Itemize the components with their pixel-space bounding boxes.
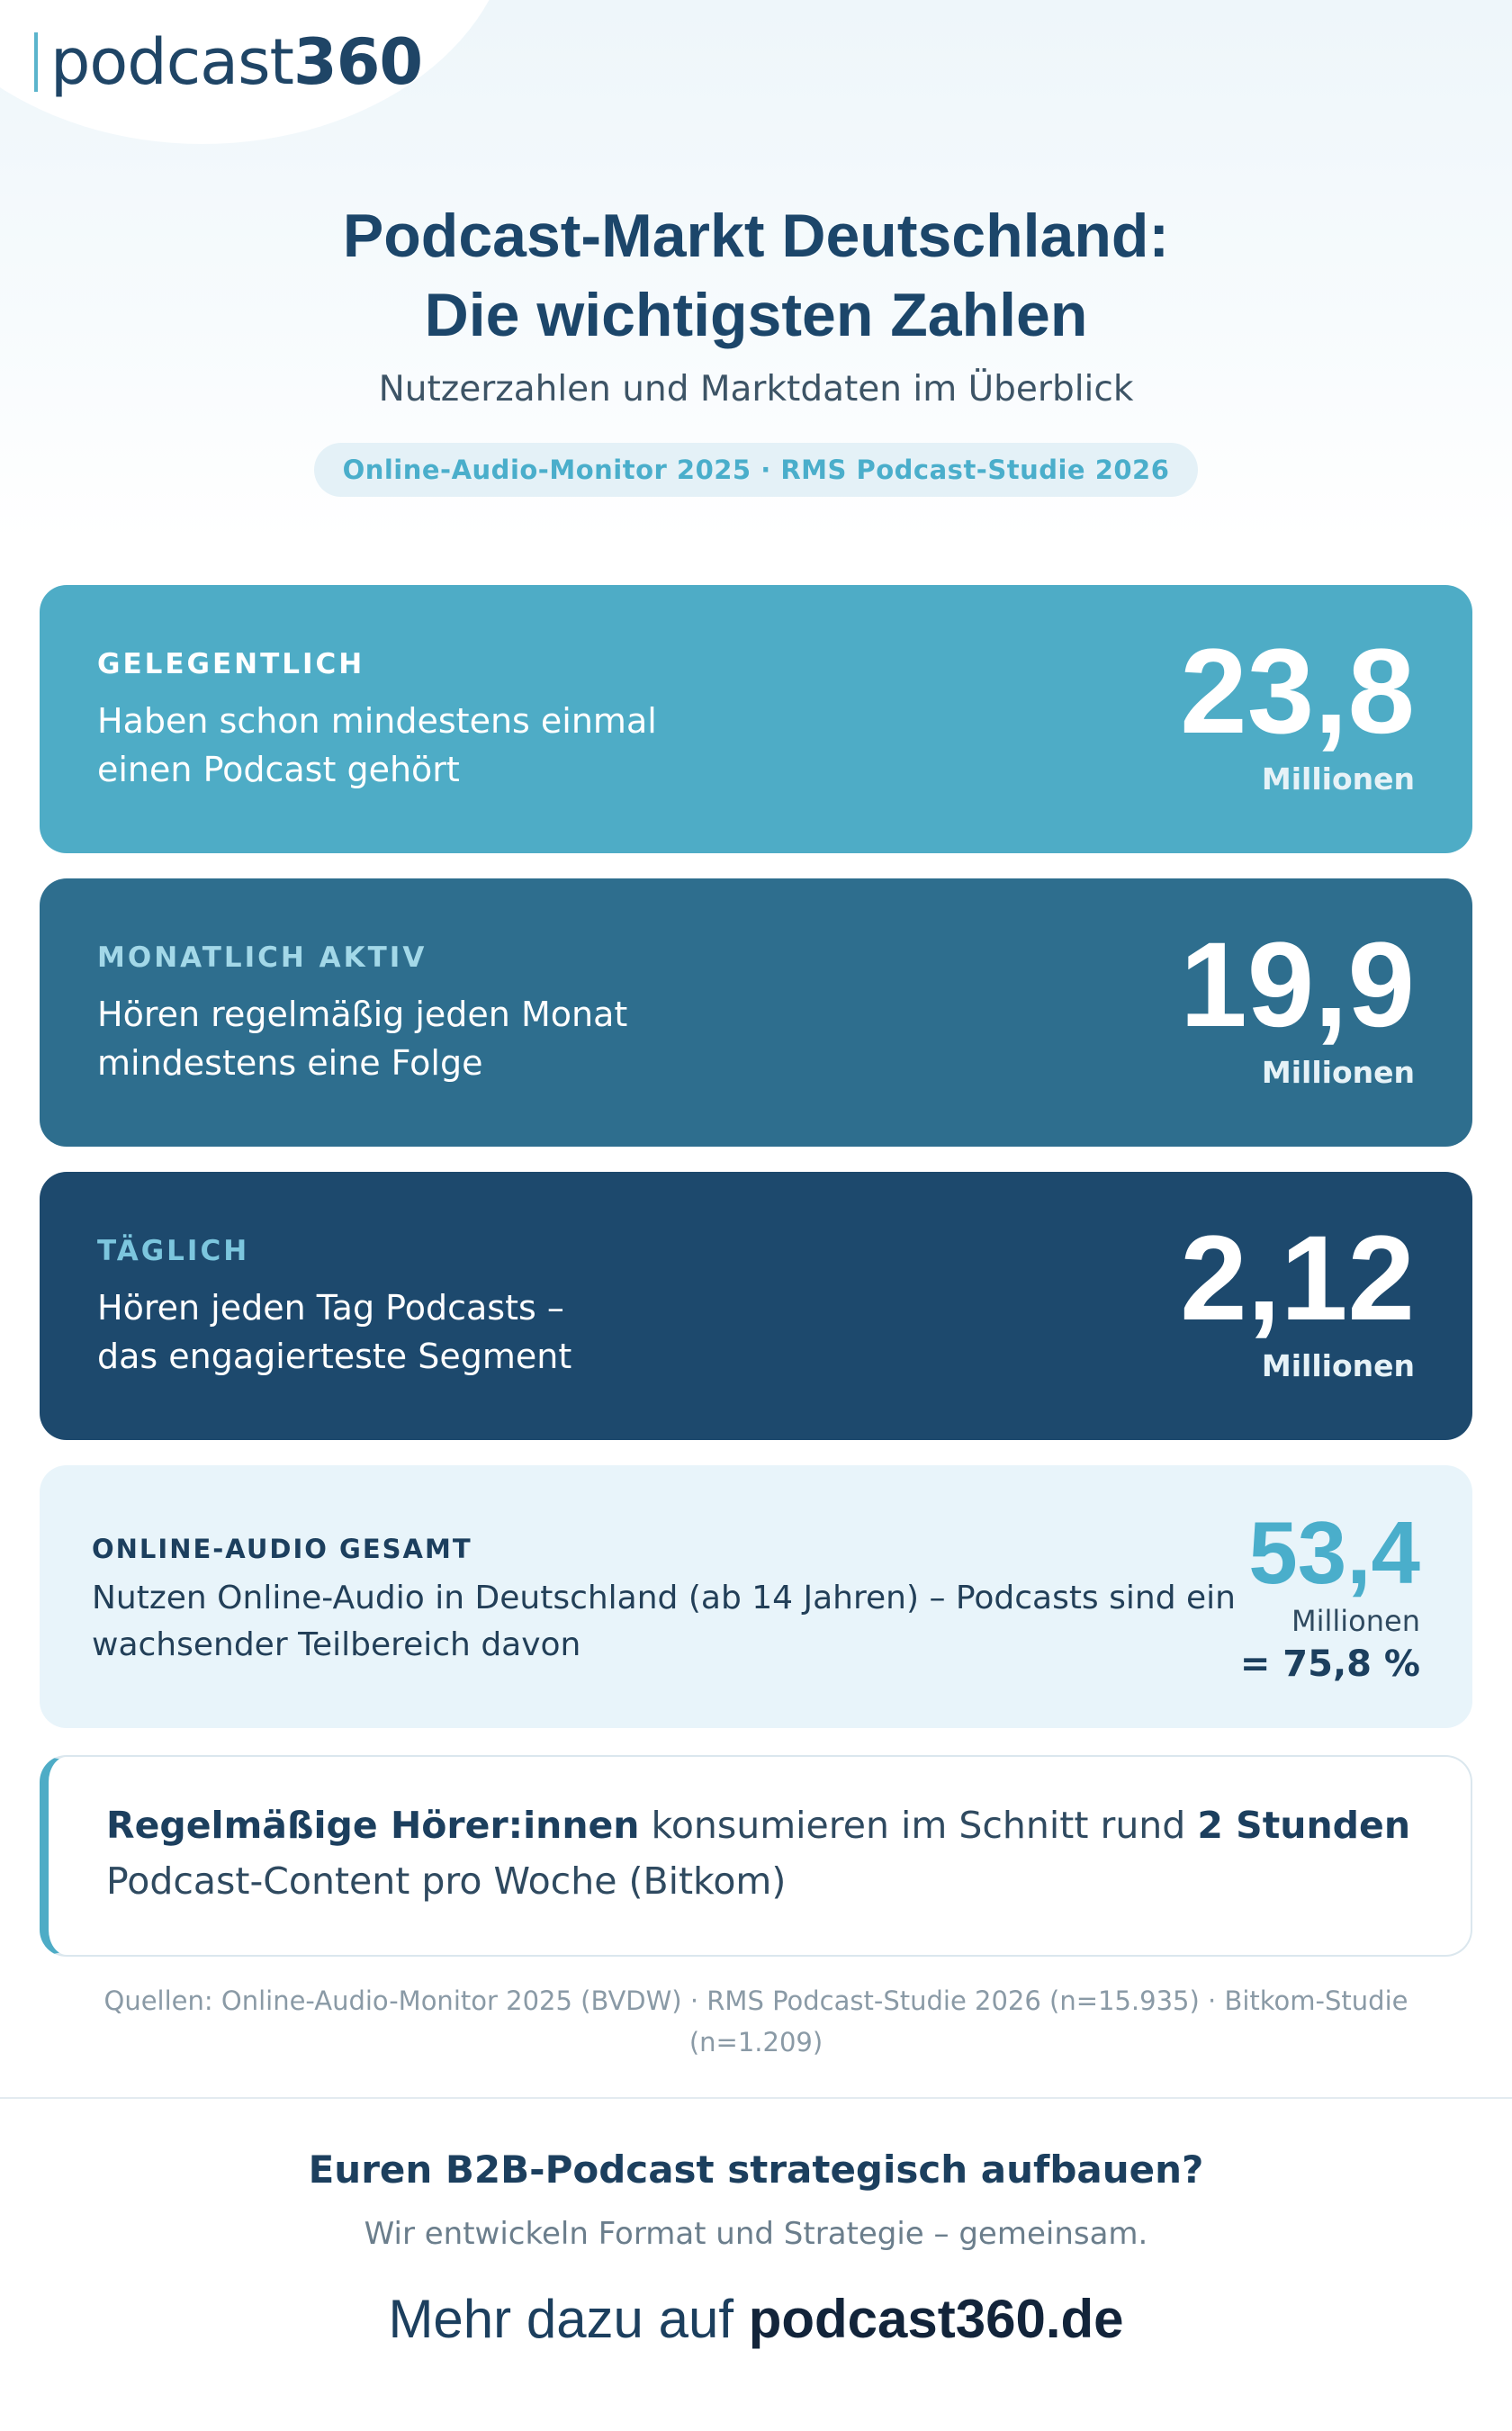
sources-line-2: (n=1.209) [688, 2027, 824, 2057]
cta-link-url[interactable]: podcast360.de [748, 2289, 1124, 2349]
stat-description [97, 1283, 781, 1381]
cta-title: Euren B2B-Podcast strategisch aufbauen? [308, 2147, 1204, 2192]
title-line-2: Die wichtigsten Zahlen [424, 281, 1088, 349]
stat-desc-line-2: wachsender Teilbereich davon [92, 1626, 581, 1663]
note-bold-listeners: Regelmäßige Hörer:innen [106, 1804, 640, 1847]
stat-value: 23,8 [1180, 625, 1415, 759]
stat-value: 2,12 [1180, 1211, 1415, 1346]
stat-unit: Millionen [1261, 1348, 1415, 1383]
note-line-1 [106, 1804, 1410, 1847]
listening-time-note [40, 1755, 1472, 1957]
logo-text: podcast [50, 25, 293, 99]
logo-number: 360 [293, 25, 423, 99]
stat-description [97, 990, 781, 1087]
stat-desc-line-2: das engagierteste Segment [97, 1337, 572, 1376]
stat-desc-line-1: Hören regelmäßig jeden Monat [97, 995, 628, 1034]
stat-value: 53,4 [1248, 1503, 1420, 1602]
cta-link[interactable] [0, 2288, 1512, 2350]
stat-card-taeglich [40, 1172, 1472, 1440]
stat-card-online-audio [40, 1465, 1472, 1728]
stat-label: GELEGENTLICH [97, 648, 365, 680]
stat-description [92, 1575, 1262, 1669]
logo-bar-icon [34, 32, 38, 92]
stat-card-monatlich [40, 878, 1472, 1147]
stat-percent: = 75,8 % [1239, 1643, 1420, 1685]
cta-link-prefix: Mehr dazu auf [388, 2289, 749, 2349]
stat-unit: Millionen [1261, 1055, 1415, 1090]
page-subtitle: Nutzerzahlen und Marktdaten im Überblick [378, 369, 1134, 410]
sources-pill-wrap [0, 443, 1512, 497]
podcast360-logo[interactable] [34, 22, 422, 103]
sources-footnote [81, 1980, 1431, 2063]
stat-card-gelegentlich [40, 585, 1472, 853]
stat-desc-line-2: mindestens eine Folge [97, 1043, 483, 1083]
sources-pill: Online-Audio-Monitor 2025 · RMS Podcast-Studie 2026 [314, 443, 1199, 497]
note-line-2: Podcast-Content pro Woche (Bitkom) [106, 1859, 787, 1903]
stat-desc-line-1: Haben schon mindestens einmal [97, 701, 657, 741]
stat-label: MONATLICH AKTIV [97, 941, 428, 974]
note-bold-hours: 2 Stunden [1197, 1804, 1411, 1847]
stat-label: TÄGLICH [97, 1235, 250, 1267]
note-text: konsumieren im Schnitt rund [639, 1804, 1198, 1847]
stat-desc-line-1: Nutzen Online-Audio in Deutschland (ab 14 Jahren) – Podcasts sind ein [92, 1580, 1236, 1616]
stat-value: 19,9 [1180, 918, 1415, 1052]
stat-unit: Millionen [1261, 761, 1415, 797]
cta-subtitle: Wir entwickeln Format und Strategie – gemeinsam. [364, 2216, 1148, 2252]
section-divider [0, 2097, 1512, 2099]
stat-desc-line-1: Hören jeden Tag Podcasts – [97, 1288, 564, 1328]
sources-line-1: Quellen: Online-Audio-Monitor 2025 (BVDW) · RMS Podcast-Studie 2026 (n=15.935) · Bitkom-Studie [104, 1985, 1408, 2016]
stat-label: ONLINE-AUDIO GESAMT [92, 1534, 472, 1564]
stat-unit: Millionen [1292, 1604, 1420, 1638]
title-line-1: Podcast-Markt Deutschland: [342, 202, 1170, 270]
page-title [0, 196, 1512, 355]
stat-desc-line-2: einen Podcast gehört [97, 750, 460, 789]
stat-description [97, 697, 781, 794]
